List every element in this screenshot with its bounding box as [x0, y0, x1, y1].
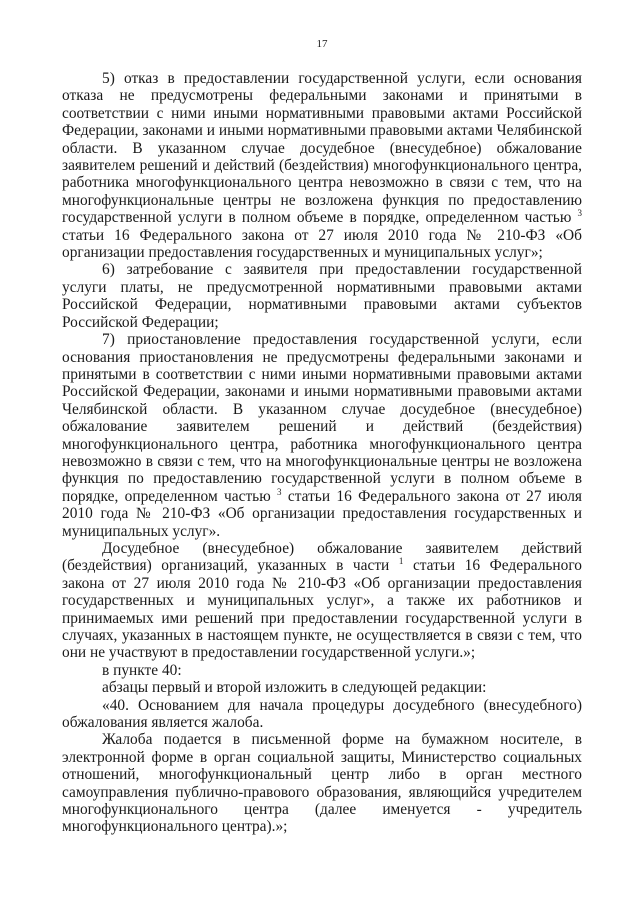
paragraph — [62, 662, 582, 679]
paragraph — [62, 540, 582, 662]
text-segment: 7) приостановление предоставления государственной услуги, если основания приостановления не предусмотрены федеральными законами и принятыми в соответствии с ними иными нормативными правовыми актами Российской Федерации, законами и иными нормативными правовыми актами Челябинской области. В указанном случае досудебное (внесудебное) обжалование заявителем решений и действий (бездействия) многофункционального центра, работника многофункционального центра невозможно в связи с тем, что на многофункциональные центры не возложена функция по предоставлению государственной услуги в полном объеме в порядке, определенном частью — [62, 331, 582, 505]
paragraph — [62, 261, 582, 331]
superscript: 3 — [277, 486, 282, 497]
text-segment: абзацы первый и второй изложить в следующей редакции: — [102, 679, 487, 697]
superscript: 3 — [577, 208, 582, 219]
text-segment: статьи 16 Федерального закона от 27 июля 2010 года № 210-ФЗ «Об организации предоставления государственных и муниципальных услуг», а также их работников и принимаемых ими решений при предоставлении государственной услуги в случаях, указанных в настоящем пункте, не осуществляется в связи с тем, что они не участвуют в предоставлении государственной услуги.»; — [62, 557, 582, 662]
text-segment: Жалоба подается в письменной форме на бумажном носителе, в электронной форме в орган социальной защиты, Министерство социальных отношений, многофункциональный центр либо в орган местного самоуправления публично-правового образования, являющийся учредителем многофункционального центра (далее именуется - учредитель многофункционального центра).»; — [62, 731, 582, 836]
superscript: 1 — [398, 556, 404, 567]
text-segment: 5) отказ в предоставлении государственной услуги, если основания отказа не предусмотрены федеральными законами и принятыми в соответствии с ними иными нормативными правовыми актами Российской Федерации, законами и иными нормативными правовыми актами Челябинской области. В указанном случае досудебное (внесудебное) обжалование заявителем решений и действий (бездействия) многофункционального центра, работника многофункционального центра невозможно в связи с тем, что на многофункциональные центры не возложена функция по предоставлению государственной услуги в полном объеме в порядке, определенном частью — [62, 70, 582, 227]
text-segment: статьи 16 Федерального закона от 27 июля 2010 года № 210-ФЗ «Об организации предоставления государственных и муниципальных услуг»; — [62, 226, 582, 262]
text-segment: «40. Основанием для начала процедуры досудебного (внесудебного) обжалования является жалоба. — [62, 696, 582, 732]
paragraph — [62, 697, 582, 732]
paragraph — [62, 70, 582, 261]
page-number: 17 — [316, 38, 328, 50]
text-segment: Досудебное (внесудебное) обжалование заявителем действий (бездействия) организаций, указанных в части — [62, 539, 582, 575]
paragraph — [62, 331, 582, 540]
paragraph — [62, 731, 582, 835]
paragraph — [62, 679, 582, 696]
text-segment: статьи 16 Федерального закона от 27 июля 2010 года № 210-ФЗ «Об организации предоставления государственных и муниципальных услуг». — [62, 487, 582, 540]
text-segment: 6) затребование с заявителя при предоставлении государственной услуги платы, не предусмотренной нормативными правовыми актами Российской Федерации, нормативными правовыми актами субъектов Российской Федерации; — [62, 261, 582, 331]
text-segment: в пункте 40: — [102, 661, 182, 679]
document-body — [62, 70, 582, 836]
